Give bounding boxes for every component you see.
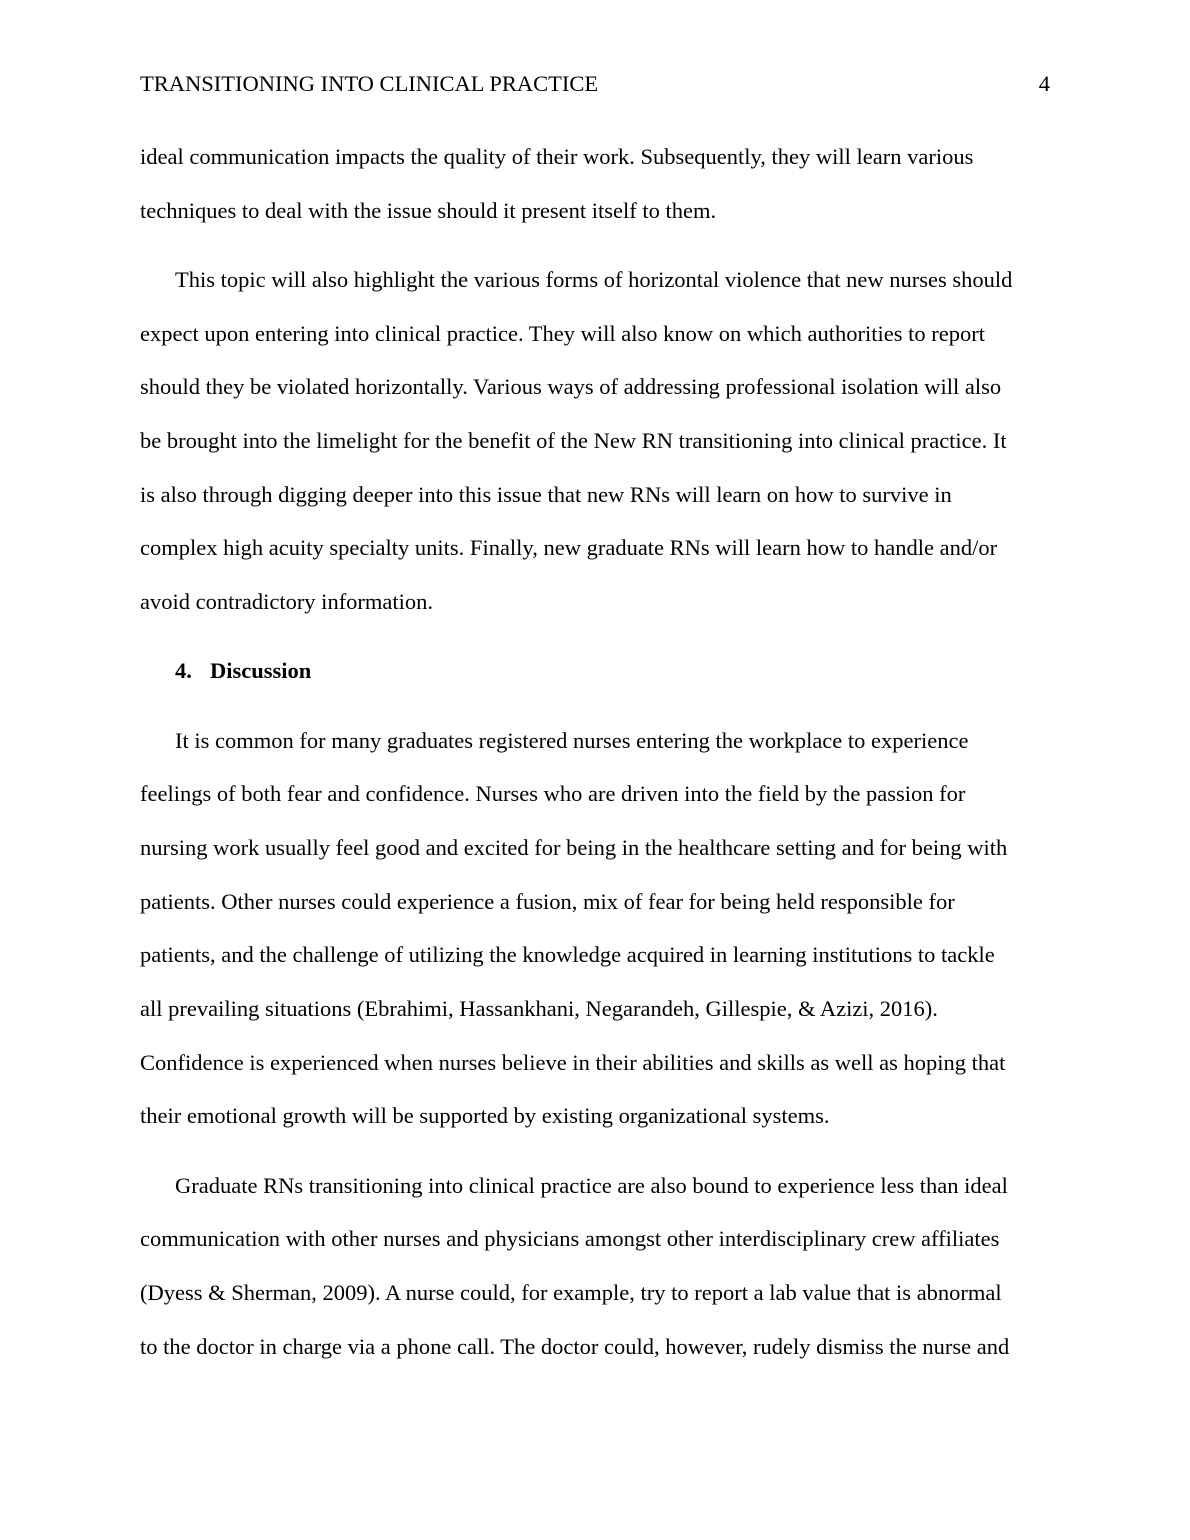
text-line: ideal communication impacts the quality of their work. Subsequently, they will learn various — [140, 144, 974, 169]
section-title: Discussion — [210, 658, 312, 684]
paragraph-fear-confidence — [140, 714, 1050, 1144]
text-line: should they be violated horizontally. Various ways of addressing professional isolation will also — [140, 374, 1002, 400]
text-line: is also through digging deeper into this issue that new RNs will learn on how to survive in — [140, 481, 952, 507]
text-line: avoid contradictory information. — [140, 589, 434, 615]
section-number: 4. — [175, 658, 192, 684]
text-line: patients, and the challenge of utilizing the knowledge acquired in learning institutions to tackle — [140, 942, 995, 968]
page-number: 4 — [1038, 71, 1050, 96]
text-line: their emotional growth will be supported by existing organizational systems. — [140, 1103, 830, 1129]
paragraph-continued — [140, 130, 1050, 237]
text-line: be brought into the limelight for the benefit of the New RN transitioning into clinical practice. It — [140, 428, 1007, 454]
text-line: Confidence is experienced when nurses believe in their abilities and skills as well as hoping that — [140, 1049, 1006, 1075]
text-line: Graduate RNs transitioning into clinical practice are also bound to experience less than ideal — [175, 1172, 1008, 1198]
text-line: (Dyess & Sherman, 2009). A nurse could, for example, try to report a lab value that is abnormal — [140, 1280, 1002, 1306]
text-line: expect upon entering into clinical practice. They will also know on which authorities to report — [140, 320, 985, 346]
text-line: to the doctor in charge via a phone call. The doctor could, however, rudely dismiss the nurse and — [140, 1333, 1010, 1359]
text-line: techniques to deal with the issue should it present itself to them. — [140, 197, 717, 223]
text-line: communication with other nurses and physicians amongst other interdisciplinary crew affiliates — [140, 1226, 1000, 1252]
running-title: TRANSITIONING INTO CLINICAL PRACTICE — [140, 71, 599, 96]
body-text — [140, 130, 1050, 1373]
paragraph-communication — [140, 1159, 1050, 1374]
text-line: patients. Other nurses could experience a fusion, mix of fear for being held responsible for — [140, 888, 955, 914]
section-heading — [140, 644, 1050, 698]
paragraph-topic-highlights — [140, 253, 1050, 629]
text-line: It is common for many graduates registered nurses entering the workplace to experience — [175, 727, 969, 753]
text-line: complex high acuity specialty units. Finally, new graduate RNs will learn how to handle and/or — [140, 535, 998, 561]
text-line: all prevailing situations (Ebrahimi, Hassankhani, Negarandeh, Gillespie, & Azizi, 2016). — [140, 996, 938, 1022]
text-line: This topic will also highlight the various forms of horizontal violence that new nurses should — [175, 266, 1013, 292]
text-line: feelings of both fear and confidence. Nurses who are driven into the field by the passion for — [140, 781, 966, 807]
text-line: nursing work usually feel good and excited for being in the healthcare setting and for being with — [140, 834, 1008, 860]
